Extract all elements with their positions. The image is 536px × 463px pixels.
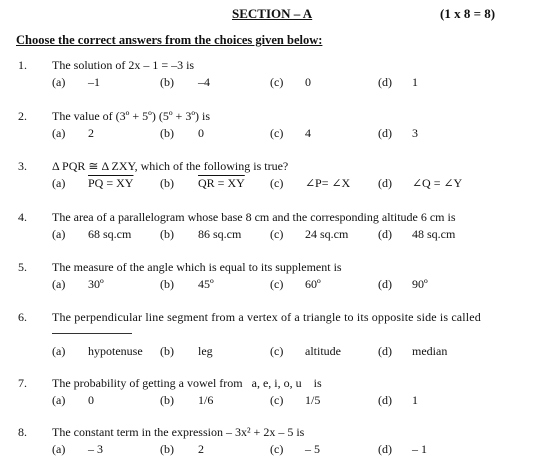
option-b-value: 2	[198, 442, 204, 456]
option-c-value: 24 sq.cm	[305, 227, 349, 241]
option-d-value: 3	[412, 126, 418, 140]
question-number: 1.	[18, 58, 27, 72]
option-b-value: 1/6	[198, 393, 214, 407]
option-a-value: hypotenuse	[88, 344, 143, 358]
option-a-label: (a)	[52, 126, 66, 140]
option-c-label: (c)	[270, 227, 284, 241]
option-d-value: 1	[412, 75, 418, 89]
option-d-value: – 1	[412, 442, 427, 456]
option-a-label: (a)	[52, 277, 66, 291]
instructions: Choose the correct answers from the choices given below:	[16, 33, 323, 47]
option-c-label: (c)	[270, 344, 284, 358]
option-c-label: (c)	[270, 75, 284, 89]
question-number: 4.	[18, 210, 27, 224]
question-number: 7.	[18, 376, 27, 390]
option-b-label: (b)	[160, 227, 174, 241]
option-b-value: QR = XY	[198, 176, 245, 190]
option-d-value: 48 sq.cm	[412, 227, 456, 241]
option-c-value: 0	[305, 75, 311, 89]
question-text: The value of (3º + 5º) (5º + 3º) is	[52, 109, 211, 123]
answer-blank	[52, 333, 132, 334]
option-d-label: (d)	[378, 176, 392, 190]
question-text: The measure of the angle which is equal to its supplement is	[52, 260, 342, 274]
option-d-value: median	[412, 344, 448, 358]
option-b-value: 86 sq.cm	[198, 227, 242, 241]
option-c-value: 4	[305, 126, 311, 140]
option-c-value: 1/5	[305, 393, 321, 407]
question-number: 3.	[18, 159, 27, 173]
option-b-label: (b)	[160, 344, 174, 358]
option-a-label: (a)	[52, 442, 66, 456]
option-b-label: (b)	[160, 75, 174, 89]
question-text: Δ PQR ≅ Δ ZXY, which of the following is true?	[52, 159, 289, 173]
question-number: 2.	[18, 109, 27, 123]
option-d-label: (d)	[378, 126, 392, 140]
question-text: The area of a parallelogram whose base 8 cm and the corresponding altitude 6 cm is	[52, 210, 456, 224]
option-c-value: – 5	[305, 442, 320, 456]
option-b-label: (b)	[160, 176, 174, 190]
option-d-label: (d)	[378, 442, 392, 456]
option-c-label: (c)	[270, 393, 284, 407]
option-a-value: –1	[88, 75, 100, 89]
question-text: The solution of 2x – 1 = –3 is	[52, 58, 195, 72]
option-a-label: (a)	[52, 393, 66, 407]
option-a-label: (a)	[52, 227, 66, 241]
question-text: The perpendicular line segment from a vertex of a triangle to its opposite side is called	[52, 310, 481, 324]
option-c-value: 60º	[305, 277, 321, 291]
option-c-label: (c)	[270, 176, 284, 190]
option-c-value: ∠P= ∠X	[305, 176, 351, 190]
option-d-label: (d)	[378, 75, 392, 89]
option-b-value: 0	[198, 126, 204, 140]
option-b-label: (b)	[160, 393, 174, 407]
option-b-value: leg	[198, 344, 213, 358]
option-a-value: – 3	[88, 442, 103, 456]
option-a-value: 30º	[88, 277, 104, 291]
option-b-label: (b)	[160, 277, 174, 291]
option-c-label: (c)	[270, 442, 284, 456]
option-a-label: (a)	[52, 176, 66, 190]
option-c-label: (c)	[270, 126, 284, 140]
question-number: 8.	[18, 425, 27, 439]
option-b-label: (b)	[160, 442, 174, 456]
option-a-value: 0	[88, 393, 94, 407]
question-text: The constant term in the expression – 3x² + 2x – 5 is	[52, 425, 305, 439]
option-a-label: (a)	[52, 75, 66, 89]
option-d-value: ∠Q = ∠Y	[412, 176, 463, 190]
option-d-label: (d)	[378, 277, 392, 291]
question-number: 5.	[18, 260, 27, 274]
option-d-label: (d)	[378, 227, 392, 241]
option-d-value: 1	[412, 393, 418, 407]
section-title: SECTION – A	[232, 6, 313, 21]
question-text: The probability of getting a vowel from a, e, i, o, u is	[52, 376, 322, 390]
option-d-label: (d)	[378, 393, 392, 407]
option-a-value: 2	[88, 126, 94, 140]
option-d-label: (d)	[378, 344, 392, 358]
option-b-value: 45º	[198, 277, 214, 291]
option-c-value: altitude	[305, 344, 341, 358]
marks-allocation: (1 x 8 = 8)	[440, 6, 496, 21]
question-number: 6.	[18, 310, 27, 324]
option-a-value: PQ = XY	[88, 176, 134, 190]
option-a-value: 68 sq.cm	[88, 227, 132, 241]
option-d-value: 90º	[412, 277, 428, 291]
option-b-label: (b)	[160, 126, 174, 140]
option-c-label: (c)	[270, 277, 284, 291]
option-a-label: (a)	[52, 344, 66, 358]
option-b-value: –4	[198, 75, 210, 89]
